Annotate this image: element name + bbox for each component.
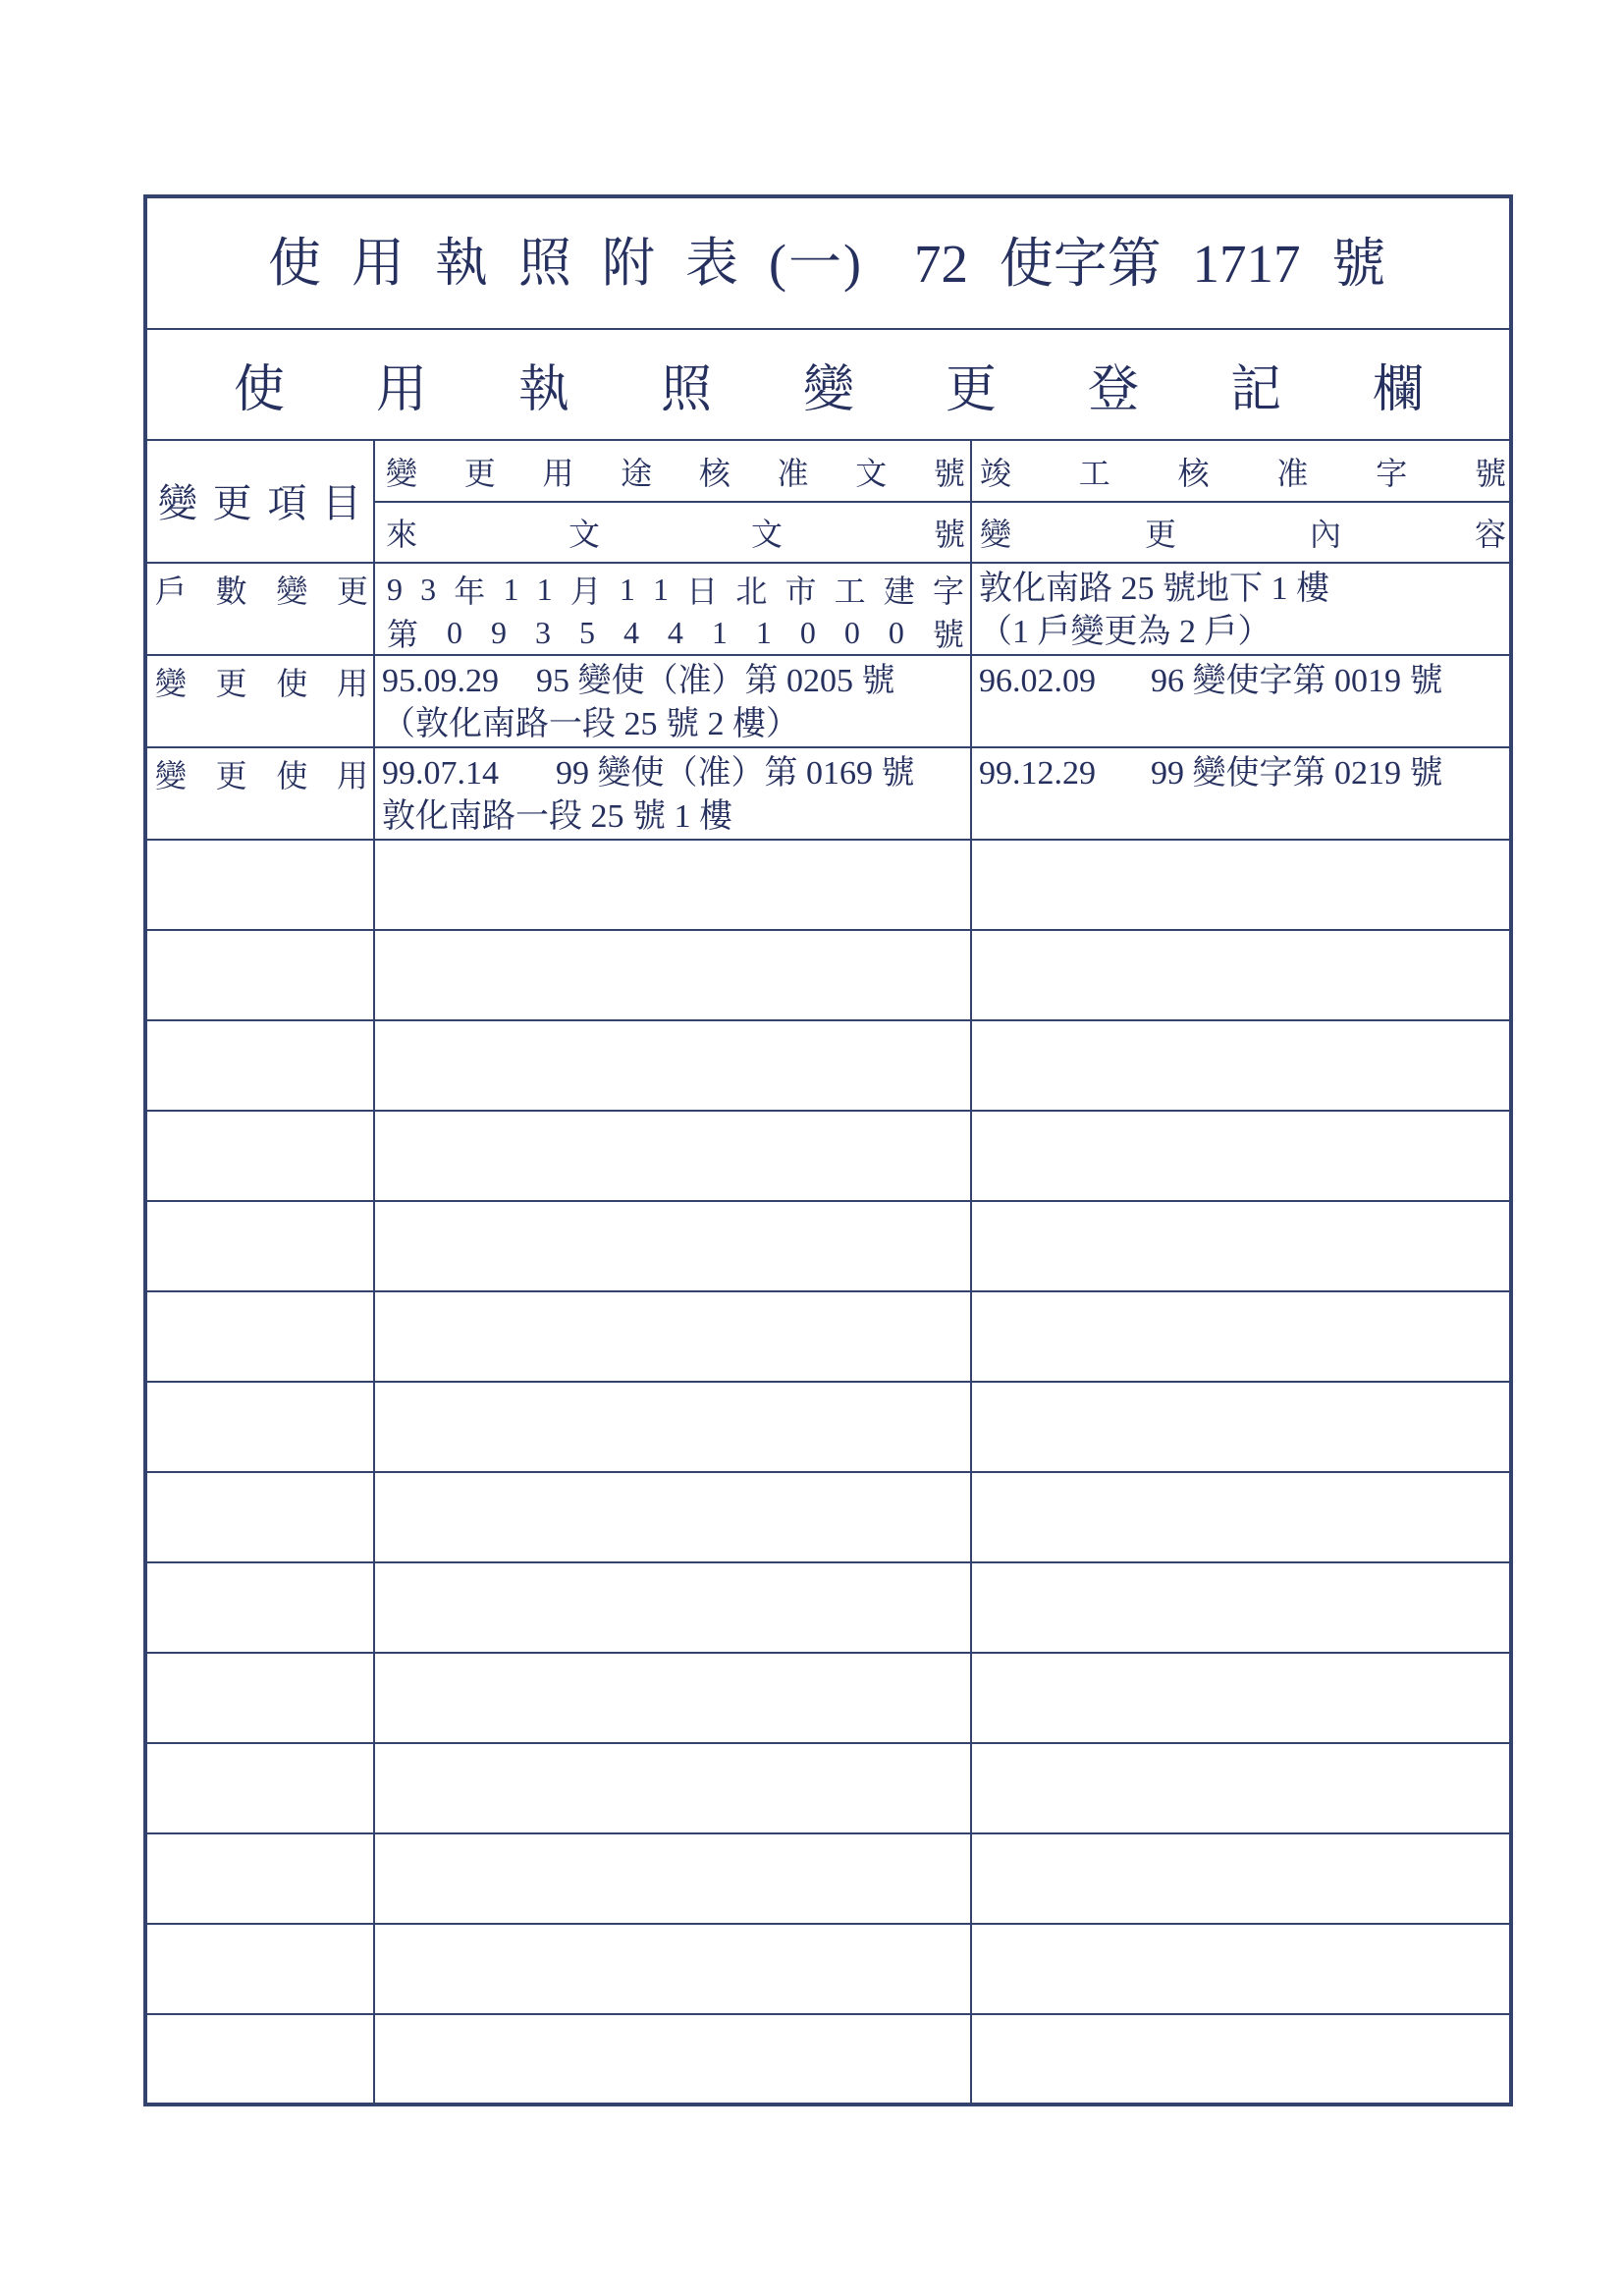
header-completion-approval-cell [971,440,1511,502]
usage-approval-cell [374,655,971,747]
empty-table-row [145,1653,1511,1743]
change-registration-table [143,194,1513,2106]
glyph: 使 [276,666,308,701]
glyph: 日 [686,574,719,609]
incoming-doc-line-2 [375,611,970,654]
header-row-upper [145,440,1511,502]
incoming-doc-line-1 [375,568,970,611]
empty-cell [971,1833,1511,1924]
glyph: 1 [711,614,728,650]
section-title [147,330,1509,439]
empty-cell [145,1201,374,1291]
glyph: 更 [946,362,998,418]
empty-table-row [145,1291,1511,1382]
glyph: 更 [1145,517,1177,552]
glyph: 4 [667,614,683,650]
header-completion-approval-no [972,441,1509,501]
completion-approval-cell [971,563,1511,655]
glyph: 更 [215,758,247,793]
empty-table-row [145,840,1511,930]
empty-cell [971,1653,1511,1743]
usage-approval-cell [374,563,971,655]
page-title [147,198,1509,328]
change-item-label [147,660,373,703]
glyph: 內 [1310,517,1342,552]
usage-approval-block [375,748,970,839]
empty-cell [971,1111,1511,1201]
glyph: 號 [933,455,965,491]
empty-cell [145,1833,374,1924]
glyph: 9 [490,614,507,650]
empty-table-row [145,1020,1511,1111]
glyph: 3 [420,571,437,607]
empty-cell [971,1472,1511,1562]
header-item-cell [145,440,374,563]
glyph: 變 [158,481,197,525]
glyph: 北 [735,574,768,609]
empty-cell [374,1743,971,1833]
empty-cell [145,1382,374,1472]
glyph: 號 [1474,455,1506,491]
glyph: 月 [569,574,602,609]
completion-approval-line [979,752,1503,795]
usage-approval-date: 95.09.29 [382,663,499,699]
glyph: 欄 [1373,362,1425,418]
glyph: 建 [883,574,915,609]
glyph: 0 [843,614,860,650]
glyph: 執 [518,362,570,418]
license-number: 72 使字第 1717 號 [913,233,1386,294]
empty-cell [971,1924,1511,2014]
glyph: 來 [386,517,418,552]
glyph: 用 [336,758,368,793]
empty-cell [374,1291,971,1382]
empty-cell [374,1562,971,1653]
usage-approval-block [375,656,970,746]
header-change-item [147,441,373,560]
item-cell [145,563,374,655]
change-content-block [972,564,1509,654]
glyph: 容 [1475,517,1507,552]
empty-table-row [145,1472,1511,1562]
header-incoming-doc-cell [374,502,971,563]
glyph: 0 [447,614,462,650]
glyph: 更 [463,455,496,491]
title-row [145,196,1511,329]
completion-number: 96 變使字第 0019 號 [1151,663,1443,699]
glyph: 更 [336,574,368,609]
empty-cell [145,930,374,1020]
glyph: 變 [155,758,188,793]
glyph: 登 [1088,362,1140,418]
glyph: 記 [1230,362,1282,418]
empty-table-row [145,1111,1511,1201]
table-row [145,655,1511,747]
title-main: 使用執照附表 [268,234,769,293]
empty-cell [145,1743,374,1833]
glyph: 工 [1078,455,1110,491]
empty-cell [374,1111,971,1201]
completion-approval-block [972,748,1509,795]
table-row [145,563,1511,655]
glyph: 用 [542,455,574,491]
glyph: 更 [215,666,247,701]
change-content-line-2: （1 戶變更為 2 戶） [979,614,1271,650]
empty-cell [374,1472,971,1562]
empty-table-row [145,1382,1511,1472]
empty-cell [145,1291,374,1382]
empty-cell [145,1562,374,1653]
usage-address-note: 敦化南路一段 25 號 1 樓 [382,798,732,835]
glyph: 用 [376,362,428,418]
empty-table-row [145,1201,1511,1291]
empty-cell [145,840,374,930]
glyph: 戶 [155,574,188,609]
glyph: 數 [215,574,247,609]
glyph: 字 [1376,455,1408,491]
usage-approval-number: 99 變使（准）第 0169 號 [556,755,915,792]
empty-cell [145,1020,374,1111]
header-incoming-doc-no [375,503,970,562]
empty-cell [971,1020,1511,1111]
empty-cell [145,1924,374,2014]
glyph: 市 [784,574,817,609]
empty-table-row [145,1924,1511,2014]
glyph: 變 [276,574,308,609]
glyph: 途 [621,455,653,491]
glyph: 核 [698,455,730,491]
glyph: 1 [653,571,670,607]
empty-table-row [145,2014,1511,2105]
header-change-content-cell [971,502,1511,563]
empty-cell [971,1743,1511,1833]
empty-cell [971,2014,1511,2105]
glyph: 使 [276,758,308,793]
glyph: 0 [799,614,816,650]
completion-approval-block [972,656,1509,703]
glyph: 竣 [980,455,1012,491]
glyph: 核 [1177,455,1210,491]
glyph: 准 [777,455,809,491]
glyph: 4 [622,614,639,650]
header-change-content [972,503,1509,562]
glyph: 0 [888,614,904,650]
completion-date: 99.12.29 [979,755,1096,792]
empty-cell [374,1201,971,1291]
glyph: 文 [855,455,888,491]
change-item-label [147,568,373,611]
usage-approval-line [382,660,964,703]
glyph: 字 [932,574,964,609]
change-content-line-1: 敦化南路 25 號地下 1 樓 [979,571,1329,607]
table-row [145,747,1511,840]
glyph: 第 [387,617,419,652]
empty-cell [374,1924,971,2014]
empty-cell [374,1653,971,1743]
empty-cell [971,1291,1511,1382]
glyph: 文 [568,517,600,552]
empty-cell [971,1562,1511,1653]
empty-cell [971,840,1511,930]
empty-table-row [145,1562,1511,1653]
title-cell [145,196,1511,329]
empty-cell [971,1382,1511,1472]
completion-date: 96.02.09 [979,663,1096,699]
glyph: 變 [803,362,855,418]
empty-cell [971,930,1511,1020]
completion-number: 99 變使字第 0219 號 [1151,755,1443,792]
empty-cell [374,1833,971,1924]
empty-cell [145,2014,374,2105]
glyph: 更 [212,481,252,525]
completion-approval-line [979,660,1503,703]
glyph: 1 [619,571,635,607]
glyph: 年 [454,574,486,609]
glyph: 准 [1276,455,1309,491]
glyph: 目 [321,481,361,525]
empty-table-row [145,1833,1511,1924]
glyph: 1 [536,571,553,607]
glyph: 照 [661,362,713,418]
completion-approval-cell [971,655,1511,747]
usage-approval-date: 99.07.14 [382,755,499,792]
glyph: 3 [534,614,551,650]
empty-cell [145,1472,374,1562]
title-suffix: (一) [769,234,863,293]
empty-cell [374,840,971,930]
section-title-cell [145,329,1511,440]
glyph: 變 [980,517,1012,552]
usage-address-note: （敦化南路一段 25 號 2 樓） [382,706,799,742]
empty-cell [145,1111,374,1201]
empty-cell [971,1201,1511,1291]
empty-cell [374,2014,971,2105]
item-cell [145,655,374,747]
usage-approval-line [382,752,964,795]
table-body [145,196,1511,2105]
item-cell [145,747,374,840]
section-title-row [145,329,1511,440]
empty-cell [145,1653,374,1743]
glyph: 5 [578,614,595,650]
usage-approval-number: 95 變使（准）第 0205 號 [536,663,895,699]
usage-approval-cell [374,747,971,840]
glyph: 用 [336,666,368,701]
empty-cell [374,1020,971,1111]
header-usage-approval-cell [374,440,971,502]
glyph: 項 [267,481,307,525]
glyph: 1 [755,614,772,650]
glyph: 號 [932,617,964,652]
change-item-label [147,752,373,795]
glyph: 變 [386,455,418,491]
glyph: 1 [503,571,519,607]
glyph: 工 [834,574,866,609]
glyph: 文 [750,517,783,552]
empty-cell [374,930,971,1020]
glyph: 9 [387,571,403,607]
glyph: 使 [234,362,286,418]
empty-table-row [145,930,1511,1020]
empty-cell [374,1382,971,1472]
glyph: 號 [933,517,965,552]
completion-approval-cell [971,747,1511,840]
empty-table-row [145,1743,1511,1833]
glyph: 變 [155,666,188,701]
header-usage-approval-no [375,441,970,501]
